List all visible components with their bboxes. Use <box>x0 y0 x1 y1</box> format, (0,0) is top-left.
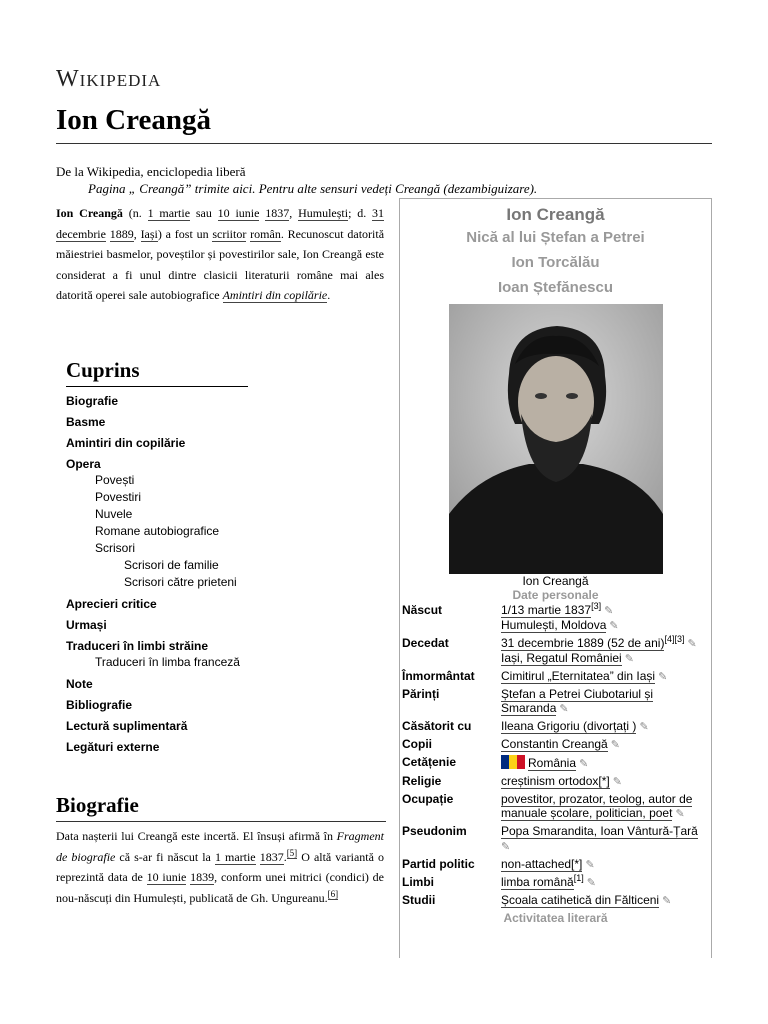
infobox-label: Decedat <box>402 636 449 650</box>
infobox-row <box>400 893 711 908</box>
infobox-label: Născut <box>402 603 443 617</box>
infobox-row <box>400 824 711 854</box>
infobox-value <box>501 687 706 716</box>
pencil-icon[interactable]: ✎ <box>583 877 596 889</box>
infobox-label: Limbi <box>402 875 434 889</box>
infobox-label: Ocupație <box>402 792 454 806</box>
bio-link[interactable]: 1839 <box>190 870 215 884</box>
toc-list <box>66 393 376 755</box>
toc-item[interactable]: Nuvele <box>95 507 133 521</box>
infobox-label: Copii <box>402 737 432 751</box>
infobox-row <box>400 857 711 872</box>
infobox-value <box>501 603 706 633</box>
infobox-row <box>400 687 711 716</box>
infobox-value-link[interactable]: Popa Smarandita, Ioan Vântură-Țară <box>501 824 698 838</box>
hatnote: Pagina „ Creangă” trimite aici. Pentru alte sensuri vedeți Creangă (dezambiguizare). <box>88 181 538 196</box>
infobox-alt-name: Nică al lui Ștefan a Petrei <box>466 229 645 246</box>
infobox-label: Înmormântat <box>402 669 475 683</box>
toc-item[interactable]: Urmași <box>66 618 107 632</box>
infobox-row <box>400 755 711 771</box>
infobox-value <box>501 719 706 734</box>
infobox-value <box>501 893 706 908</box>
bio-text: că s-ar fi născut la <box>115 849 215 864</box>
infobox-value <box>501 774 706 789</box>
toc-item[interactable]: Scrisori către prieteni <box>124 575 237 589</box>
lead-link[interactable]: Humulești <box>298 206 349 220</box>
bio-link[interactable]: 1837 <box>259 849 284 864</box>
lead-link[interactable]: 31 decembrie <box>56 206 385 241</box>
reference-link[interactable]: [5] <box>286 847 298 858</box>
pencil-icon[interactable]: ✎ <box>601 605 614 617</box>
toc-item[interactable]: Legături externe <box>66 740 160 754</box>
infobox-row <box>400 792 711 821</box>
bio-text: , conform unei mitrici (condici) de nou-născuți din Humulești, publicată de Gh. Ungureanu. <box>56 870 384 905</box>
infobox-row <box>400 774 711 789</box>
toc-heading: Cuprins <box>66 358 248 387</box>
bio-link[interactable]: 1 martie <box>214 849 256 864</box>
infobox-value <box>501 737 706 752</box>
toc-item[interactable]: Povestiri <box>95 490 142 504</box>
infobox-value <box>501 636 706 666</box>
infobox-row <box>400 603 711 633</box>
lead-paragraph <box>56 203 384 306</box>
toc-item[interactable]: Opera <box>66 457 101 471</box>
infobox-value-link[interactable]: Școala catihetică din Fălticeni <box>501 893 660 907</box>
infobox-row <box>400 636 711 666</box>
toc-item[interactable]: Lectură suplimentară <box>66 719 188 733</box>
infobox-value <box>501 857 706 872</box>
toc-item[interactable]: Basme <box>66 415 106 429</box>
infobox-label: Religie <box>402 774 442 788</box>
infobox-value <box>501 669 706 684</box>
toc-item[interactable]: Traduceri în limbi străine <box>66 639 209 653</box>
portrait-photo[interactable] <box>449 304 663 574</box>
infobox-value-link[interactable]: Ileana Grigoriu (divorțați ) <box>501 719 637 733</box>
pencil-icon[interactable]: ✎ <box>621 653 635 665</box>
infobox-value-link[interactable]: 1/13 martie 1837 <box>501 603 592 617</box>
toc-item[interactable]: Amintiri din copilărie <box>66 436 186 450</box>
infobox-value-link[interactable]: Constantin Creangă <box>501 737 608 751</box>
infobox-section-personal: Date personale <box>512 588 599 602</box>
infobox-label: Căsătorit cu <box>402 719 472 733</box>
toc-item[interactable]: Romane autobiografice <box>95 524 220 538</box>
pencil-icon[interactable]: ✎ <box>655 671 668 683</box>
lead-text: sau <box>190 206 218 220</box>
reference-link[interactable]: [6] <box>327 888 339 899</box>
reference-link[interactable]: [4][3] <box>664 634 685 644</box>
pencil-icon[interactable]: ✎ <box>582 859 595 871</box>
pencil-icon[interactable]: ✎ <box>556 703 569 715</box>
pencil-icon[interactable]: ✎ <box>501 841 511 853</box>
reference-link[interactable]: [1] <box>573 873 584 883</box>
infobox-label: Pseudonim <box>402 824 467 838</box>
toc-item[interactable]: Note <box>66 677 93 691</box>
infobox-rows <box>400 603 711 908</box>
infobox-row <box>400 875 711 890</box>
page-title: Ion Creangă <box>56 104 712 144</box>
infobox-value-link[interactable]: Cimitirul „Eternitatea” din Iași <box>501 669 656 683</box>
infobox-label: Cetățenie <box>402 755 457 769</box>
infobox-value-link[interactable]: povestitor, prozator, teolog, autor de manuale școlare, politician, poet <box>501 792 693 820</box>
infobox-value-link[interactable]: România <box>528 756 577 770</box>
bio-link[interactable]: 10 iunie <box>146 870 187 884</box>
infobox-value-link[interactable]: Humulești, Moldova <box>501 618 607 632</box>
pencil-icon[interactable]: ✎ <box>607 739 621 751</box>
toc-item[interactable]: Povești <box>95 473 135 487</box>
infobox-alt-name: Ioan Ștefănescu <box>497 279 614 296</box>
toc-item[interactable]: Scrisori <box>95 541 136 555</box>
bio-text: O altă variantă o reprezintă data de <box>56 849 384 884</box>
lead-link[interactable]: scriitor <box>212 226 247 241</box>
photo-caption: Ion Creangă <box>522 574 589 588</box>
lead-text: ) a fost un <box>157 226 213 241</box>
tagline: De la Wikipedia, enciclopedia liberă <box>56 164 246 179</box>
pencil-icon[interactable]: ✎ <box>684 638 697 650</box>
infobox-row <box>400 737 711 752</box>
lead-text: . <box>327 288 331 302</box>
infobox-value-link[interactable]: 31 decembrie 1889 (52 de ani) <box>501 636 665 650</box>
infobox-label: Studii <box>402 893 436 907</box>
infobox <box>399 198 712 958</box>
toc-item[interactable]: Biografie <box>66 394 119 408</box>
toc-item[interactable]: Bibliografie <box>66 698 133 712</box>
pencil-icon[interactable]: ✎ <box>659 895 672 907</box>
lead-text: . Recunoscut datorită măiestriei basmelor, poveștilor și povestirilor sale, Ion Creangă este considerat a fi unul dintre clasicii literaturii române mai ales datorită operei sale autobiografice <box>56 226 385 302</box>
table-of-contents <box>66 358 376 755</box>
infobox-title: Ion Creangă <box>506 205 605 224</box>
lead-link[interactable]: 1837 <box>265 206 290 220</box>
infobox-value-link[interactable]: Ștefan a Petrei Ciubotariul și Smaranda <box>501 687 654 715</box>
lead-link[interactable]: român <box>250 226 281 241</box>
infobox-section-literary: Activitatea literară <box>503 911 608 925</box>
infobox-value <box>501 792 706 821</box>
infobox-value <box>501 875 706 890</box>
bio-text: . <box>283 849 287 864</box>
lead-text: ; d. <box>348 206 373 220</box>
infobox-label: Partid politic <box>402 857 475 871</box>
lead-link[interactable]: Amintiri din copilărie <box>222 288 328 302</box>
infobox-value-link[interactable]: creștinism ortodox[*] <box>501 774 610 788</box>
romania-flag-icon <box>501 755 525 769</box>
lead-link[interactable]: 1 martie <box>147 206 191 220</box>
pencil-icon[interactable]: ✎ <box>606 620 619 632</box>
toc-item[interactable]: Scrisori de familie <box>124 558 219 572</box>
infobox-alt-name: Ion Torcălău <box>511 254 600 271</box>
section-heading-biografie: Biografie <box>56 793 386 822</box>
wikipedia-logo[interactable]: Wikipedia <box>56 66 162 92</box>
lead-text: (n. <box>122 206 148 220</box>
pencil-icon[interactable]: ✎ <box>636 721 649 733</box>
infobox-value <box>501 755 706 771</box>
toc-item[interactable]: Traduceri în limba franceză <box>95 655 240 669</box>
lead-link[interactable]: 1889 <box>109 226 134 241</box>
pencil-icon[interactable]: ✎ <box>609 776 622 788</box>
pencil-icon[interactable]: ✎ <box>672 808 685 820</box>
lead-text: , <box>289 206 299 220</box>
reference-link[interactable]: [3] <box>591 601 602 611</box>
infobox-value-link[interactable]: Iași, Regatul României <box>501 651 622 665</box>
infobox-label: Părinți <box>402 687 440 701</box>
infobox-value-link[interactable]: non-attached[*] <box>501 857 583 871</box>
infobox-value-link[interactable]: limba română <box>501 875 574 889</box>
lead-link[interactable]: Iași <box>140 226 158 241</box>
bio-work-title: Fragment de biografie <box>56 829 384 864</box>
pencil-icon[interactable]: ✎ <box>576 758 589 770</box>
biography-paragraph <box>56 826 384 908</box>
lead-link[interactable]: 10 iunie <box>217 206 260 220</box>
toc-item[interactable]: Aprecieri critice <box>66 597 157 611</box>
infobox-value <box>501 824 706 854</box>
lead-text: , <box>133 226 141 241</box>
bio-text: Data nașterii lui Creangă este incertă. El însuși afirmă în <box>56 829 337 843</box>
lead-bold-name: Ion Creangă <box>56 206 123 220</box>
infobox-row <box>400 669 711 684</box>
infobox-row <box>400 719 711 734</box>
